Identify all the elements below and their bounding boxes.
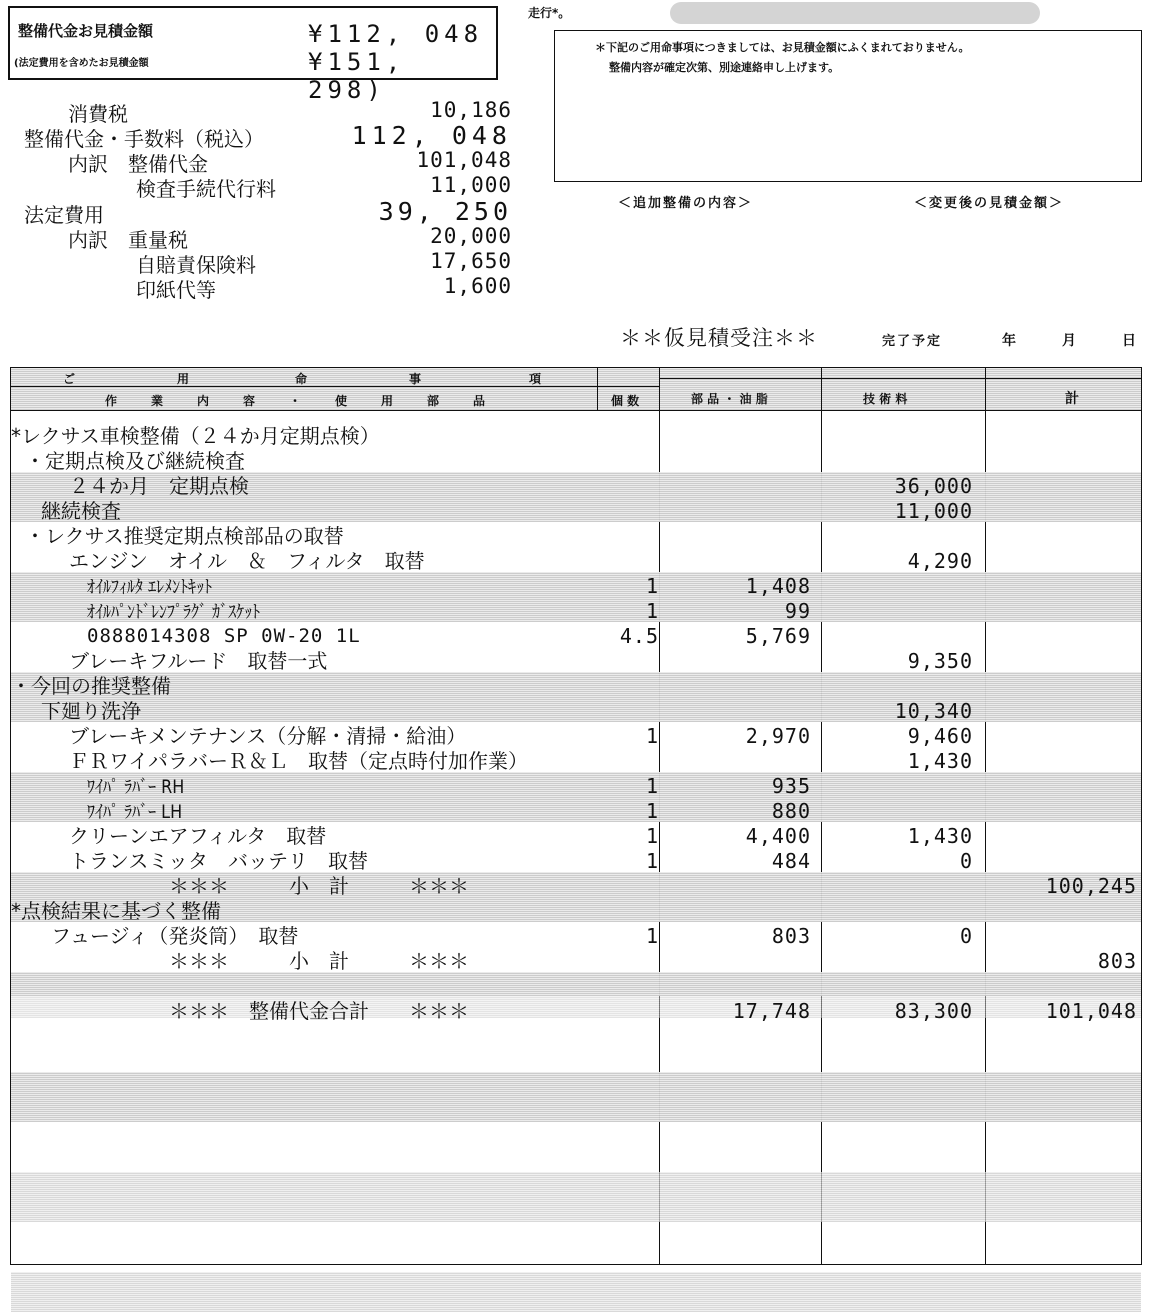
row-description: ＊＊＊ 整備代金合計 ＊＊＊	[169, 999, 469, 1023]
row-qty: 1	[645, 924, 659, 948]
table-row	[11, 949, 1141, 974]
summary-label: 印紙代等	[136, 278, 216, 302]
header-top-3: 命	[295, 372, 308, 386]
estimate-title: 整備代金お見積金額	[18, 22, 154, 40]
summary-label: 内訳 重量税	[68, 228, 188, 252]
table-row	[11, 624, 1141, 649]
table-row	[11, 474, 1141, 499]
table-row	[11, 799, 1141, 824]
row-description: ＦＲワイパラバーＲ＆Ｌ 取替（定点時付加作業）	[69, 749, 528, 773]
header-right-divider	[659, 378, 1141, 379]
table-row	[11, 699, 1141, 724]
revised-estimate-label: ＜変更後の見積金額＞	[914, 196, 1065, 211]
table-row	[11, 549, 1141, 574]
table-row	[11, 649, 1141, 674]
row-description: ・今回の推奨整備	[11, 674, 171, 698]
row-qty: 4.5	[619, 624, 659, 648]
estimate-box	[8, 6, 498, 104]
row-parts-amount: 5,769	[745, 624, 811, 648]
provisional-order-label: ＊＊仮見積受注＊＊	[620, 326, 818, 350]
summary-label: 検査手続代行料	[136, 177, 276, 201]
row-qty: 1	[645, 824, 659, 848]
row-description: ﾜｲﾊﾟ ﾗﾊﾞｰ RH	[87, 775, 185, 798]
row-total-amount: 101,048	[1045, 999, 1137, 1023]
row-labor-amount: 1,430	[907, 749, 973, 773]
row-labor-amount: 0	[959, 849, 973, 873]
table-row	[11, 924, 1141, 949]
header-labor: 技 術 料	[863, 392, 908, 406]
month-label: 月	[1062, 333, 1076, 349]
header-sub-6: 使	[335, 394, 348, 408]
row-labor-amount: 0	[959, 924, 973, 948]
row-parts-amount: 935	[771, 774, 811, 798]
summary-label: 自賠責保険料	[136, 253, 256, 277]
summary-label: 消費税	[68, 102, 128, 126]
row-description: エンジン オイル ＆ フィルタ 取替	[69, 549, 425, 573]
row-description: トランスミッタ バッテリ 取替	[69, 849, 368, 873]
row-description: *点検結果に基づく整備	[11, 899, 221, 923]
row-qty: 1	[645, 799, 659, 823]
summary-value: 101,048	[416, 148, 512, 172]
summary-value: 1,600	[443, 274, 512, 298]
mileage-label: 走行*。	[528, 6, 571, 20]
row-total-amount: 100,245	[1045, 874, 1137, 898]
header-sub-8: 部	[427, 394, 440, 408]
row-qty: 1	[645, 774, 659, 798]
row-parts-amount: 803	[771, 924, 811, 948]
row-parts-amount: 484	[771, 849, 811, 873]
table-row	[11, 449, 1141, 474]
table-row	[11, 499, 1141, 524]
row-labor-amount: 1,430	[907, 824, 973, 848]
header-sub-9: 品	[473, 394, 486, 408]
header-top-2: 用	[177, 372, 190, 386]
estimate-amount: ¥112, 048	[308, 20, 484, 48]
row-qty: 1	[645, 724, 659, 748]
row-labor-amount: 4,290	[907, 549, 973, 573]
row-labor-amount: 9,460	[907, 724, 973, 748]
row-description: ｵｲﾙﾊﾟﾝﾄﾞﾚﾝﾌﾟﾗｸﾞ ｶﾞｽｹｯﾄ	[87, 600, 261, 623]
table-row	[11, 574, 1141, 599]
work-items-table	[10, 367, 1142, 1265]
notes-box	[554, 30, 1142, 182]
row-labor-amount: 9,350	[907, 649, 973, 673]
header-top-1: ご	[63, 372, 76, 386]
note-line-1: ＊下記のご用命事項につきましては、お見積金額にふくまれておりません。	[595, 41, 970, 54]
row-total-amount: 803	[1097, 949, 1137, 973]
col-divider-qty	[597, 368, 598, 410]
row-qty: 1	[645, 599, 659, 623]
row-description: ｵｲﾙﾌｨﾙﾀ ｴﾚﾒﾝﾄｷｯﾄ	[87, 575, 213, 598]
row-parts-amount: 99	[784, 599, 811, 623]
table-row	[11, 749, 1141, 774]
header-top-4: 事	[409, 372, 422, 386]
row-description: ブレーキフルード 取替一式	[69, 649, 328, 673]
row-parts-amount: 880	[771, 799, 811, 823]
row-labor-amount: 11,000	[894, 499, 973, 523]
row-description: ＊＊＊ 小 計 ＊＊＊	[169, 874, 469, 898]
row-shading	[11, 1072, 1141, 1122]
year-label: 年	[1002, 333, 1016, 349]
table-row	[11, 774, 1141, 799]
row-description: *レクサス車検整備（２４か月定期点検）	[11, 424, 380, 448]
row-parts-amount: 17,748	[732, 999, 811, 1023]
header-sub-7: 用	[381, 394, 394, 408]
redacted-area	[670, 2, 1040, 24]
table-row	[11, 824, 1141, 849]
row-labor-amount: 83,300	[894, 999, 973, 1023]
summary-label: 整備代金・手数料（税込）	[24, 127, 264, 151]
table-row	[11, 424, 1141, 449]
row-labor-amount: 10,340	[894, 699, 973, 723]
row-description: ブレーキメンテナンス（分解・清掃・給油）	[69, 724, 467, 748]
table-row	[11, 899, 1141, 924]
row-description: ＊＊＊ 小 計 ＊＊＊	[169, 949, 469, 973]
row-description: クリーンエアフィルタ 取替	[69, 824, 327, 848]
header-sub-5: ・	[289, 394, 302, 408]
row-description: フュージィ（発炎筒） 取替	[51, 924, 299, 948]
table-row	[11, 974, 1141, 999]
table-row	[11, 674, 1141, 699]
header-sub-1: 作	[105, 394, 118, 408]
summary-value: 39, 250	[378, 197, 512, 226]
row-description: ・定期点検及び継続検査	[25, 449, 245, 473]
row-qty: 1	[645, 849, 659, 873]
header-parts: 部 品 ・ 油 脂	[691, 392, 768, 406]
summary-value: 11,000	[430, 173, 512, 197]
row-description: 下廻り洗浄	[41, 699, 141, 723]
summary-value: 17,650	[430, 249, 512, 273]
completion-label: 完了予定	[882, 334, 943, 349]
summary-label: 法定費用	[24, 203, 104, 227]
estimate-subtitle: (法定費用を含めたお見積金額	[14, 58, 149, 69]
header-sub-divider	[11, 386, 659, 387]
row-qty: 1	[645, 574, 659, 598]
header-divider	[11, 410, 1141, 411]
row-description: 継続検査	[41, 499, 121, 523]
header-qty: 個 数	[611, 394, 640, 408]
row-description: 0888014308 SP 0W-20 1L	[87, 625, 361, 647]
table-row	[11, 999, 1141, 1024]
table-row	[11, 849, 1141, 874]
row-shading	[11, 1272, 1141, 1312]
table-row	[11, 524, 1141, 549]
header-sub-4: 容	[243, 394, 256, 408]
table-row	[11, 724, 1141, 749]
summary-label: 内訳 整備代金	[68, 152, 208, 176]
summary-value: 112, 048	[351, 121, 512, 150]
estimate-total-amount: ¥151, 298)	[308, 48, 406, 104]
header-sub-2: 業	[151, 394, 164, 408]
header-total: 計	[1065, 391, 1079, 407]
row-description: ２４か月 定期点検	[69, 474, 249, 498]
header-sub-3: 内	[197, 394, 210, 408]
additional-work-label: ＜追加整備の内容＞	[618, 196, 754, 211]
summary-value: 20,000	[430, 224, 512, 248]
row-parts-amount: 1,408	[745, 574, 811, 598]
table-row	[11, 599, 1141, 624]
summary-value: 10,186	[430, 98, 512, 122]
header-top-5: 項	[529, 372, 542, 386]
table-row	[11, 874, 1141, 899]
row-description: ﾜｲﾊﾟ ﾗﾊﾞｰ LH	[87, 800, 183, 823]
row-parts-amount: 2,970	[745, 724, 811, 748]
note-line-2: 整備内容が確定次第、別途連絡申し上げます。	[609, 61, 840, 74]
day-label: 日	[1122, 333, 1136, 349]
row-shading	[11, 1172, 1141, 1222]
row-labor-amount: 36,000	[894, 474, 973, 498]
row-parts-amount: 4,400	[745, 824, 811, 848]
row-description: ・レクサス推奨定期点検部品の取替	[25, 524, 344, 548]
